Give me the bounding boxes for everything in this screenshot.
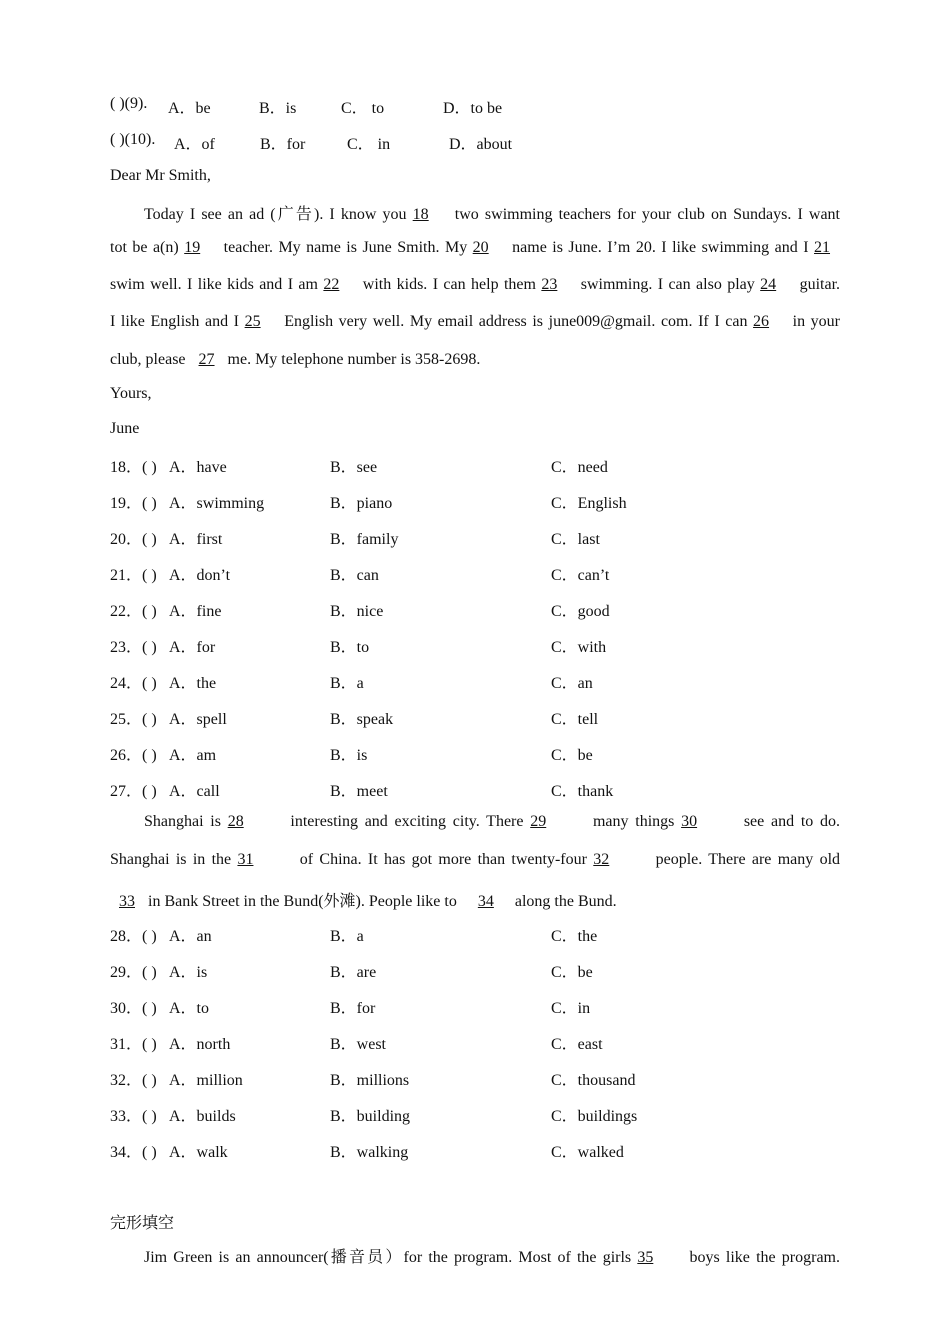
question-number: 19．( ) <box>110 495 157 512</box>
option-c[interactable]: C．be <box>551 747 593 764</box>
option-b[interactable]: B．speak <box>330 711 394 728</box>
question-9-option-d: D．to be <box>443 100 503 117</box>
option-b[interactable]: B．to <box>330 639 370 656</box>
question-number: 31．( ) <box>110 1036 157 1053</box>
option-b[interactable]: B．a <box>330 675 364 692</box>
letter-line-5 <box>110 351 480 369</box>
option-c[interactable]: C．tell <box>551 711 599 728</box>
passage2-line-2 <box>110 851 840 869</box>
option-a[interactable]: A．spell <box>169 711 227 728</box>
option-c[interactable]: C．in <box>551 1000 591 1017</box>
option-c[interactable]: C．the <box>551 928 598 945</box>
option-c[interactable]: C．thank <box>551 783 614 800</box>
text-segment: English very well. My email address is june009@gmail. com. If I can <box>278 313 754 330</box>
text-segment: in Bank Street in the Bund(外滩). People like to <box>144 893 461 910</box>
question-10-option-d: D．about <box>449 136 513 153</box>
blank-32[interactable]: 32 <box>593 851 610 868</box>
option-a[interactable]: A．for <box>169 639 216 656</box>
text-segment: boys like the program. <box>683 1249 840 1266</box>
option-a[interactable]: A．first <box>169 531 223 548</box>
option-a[interactable]: A．fine <box>169 603 222 620</box>
question-number: 24．( ) <box>110 675 157 692</box>
option-b[interactable]: B．millions <box>330 1072 410 1089</box>
text-segment: tot be a(n) <box>110 239 185 256</box>
text-segment: see and to do. <box>737 813 840 830</box>
blank-19[interactable]: 19 <box>184 239 201 256</box>
question-number: 32．( ) <box>110 1072 157 1089</box>
option-a[interactable]: A．call <box>169 783 220 800</box>
option-b[interactable]: B．building <box>330 1108 411 1125</box>
letter-closing: Yours, <box>110 385 152 402</box>
option-c[interactable]: C．with <box>551 639 607 656</box>
option-a[interactable]: A．am <box>169 747 217 764</box>
option-a[interactable]: A．to <box>169 1000 210 1017</box>
option-a[interactable]: A．don’t <box>169 567 231 584</box>
option-c[interactable]: C．English <box>551 495 627 512</box>
blank-31[interactable]: 31 <box>237 851 254 868</box>
text-segment: teacher. My name is June Smith. My <box>218 239 473 256</box>
option-b[interactable]: B．west <box>330 1036 387 1053</box>
option-b[interactable]: B．piano <box>330 495 393 512</box>
letter-salutation: Dear Mr Smith, <box>110 167 211 184</box>
option-b[interactable]: B．see <box>330 459 378 476</box>
blank-25[interactable]: 25 <box>244 313 261 330</box>
option-a[interactable]: A．is <box>169 964 208 981</box>
question-9-option-a: A．be <box>168 100 211 117</box>
question-number: 26．( ) <box>110 747 157 764</box>
option-b[interactable]: B．nice <box>330 603 384 620</box>
letter-line-3 <box>110 276 840 294</box>
text-segment: Shanghai is in the <box>110 851 238 868</box>
question-9-option-c: C． to <box>341 100 385 117</box>
passage2-line-3 <box>110 888 617 911</box>
letter-line-1 <box>144 201 840 224</box>
text-segment: me. My telephone number is 358-2698. <box>223 351 481 368</box>
question-number: 20．( ) <box>110 531 157 548</box>
question-number: 29．( ) <box>110 964 157 981</box>
text-segment: of China. It has got more than twenty-four <box>293 851 594 868</box>
option-c[interactable]: C．last <box>551 531 600 548</box>
question-9-prefix: ( )(9). <box>110 95 148 112</box>
option-b[interactable]: B．can <box>330 567 379 584</box>
option-a[interactable]: A．an <box>169 928 212 945</box>
blank-30[interactable]: 30 <box>681 813 698 830</box>
blank-35[interactable]: 35 <box>637 1249 654 1266</box>
option-a[interactable]: A．swimming <box>169 495 265 512</box>
option-a[interactable]: A．north <box>169 1036 231 1053</box>
option-b[interactable]: B．a <box>330 928 364 945</box>
option-c[interactable]: C．walked <box>551 1144 624 1161</box>
option-c[interactable]: C．east <box>551 1036 603 1053</box>
text-segment: guitar. <box>794 276 841 293</box>
option-c[interactable]: C．buildings <box>551 1108 638 1125</box>
blank-20[interactable]: 20 <box>472 239 489 256</box>
text-segment: along the Bund. <box>510 893 617 910</box>
blank-21[interactable]: 21 <box>814 239 831 256</box>
option-a[interactable]: A．builds <box>169 1108 236 1125</box>
option-a[interactable]: A．walk <box>169 1144 228 1161</box>
blank-33[interactable]: 33 <box>119 893 135 910</box>
question-number: 18．( ) <box>110 459 157 476</box>
blank-24[interactable]: 24 <box>760 276 777 293</box>
text-segment: swim well. I like kids and I am <box>110 276 324 293</box>
question-10-option-a: A．of <box>174 136 215 153</box>
question-10-prefix: ( )(10). <box>110 131 156 148</box>
text-segment: I like English and I <box>110 313 245 330</box>
option-a[interactable]: A．million <box>169 1072 243 1089</box>
blank-27[interactable]: 27 <box>198 351 215 368</box>
question-9-option-b: B．is <box>259 100 297 117</box>
letter-line-2 <box>110 239 840 257</box>
question-10-option-c: C． in <box>347 136 391 153</box>
letter-line-4 <box>110 313 840 331</box>
question-number: 21．( ) <box>110 567 157 584</box>
blank-23[interactable]: 23 <box>541 276 558 293</box>
question-number: 28．( ) <box>110 928 157 945</box>
text-segment: Shanghai is <box>144 813 228 830</box>
section3-line-1 <box>144 1244 840 1267</box>
blank-28[interactable]: 28 <box>227 813 244 830</box>
question-number: 33．( ) <box>110 1108 157 1125</box>
question-number: 27．( ) <box>110 783 157 800</box>
option-b[interactable]: B．is <box>330 747 368 764</box>
option-a[interactable]: A．the <box>169 675 217 692</box>
text-segment: club, please <box>110 351 190 368</box>
blank-34[interactable]: 34 <box>477 893 494 910</box>
section-heading: 完形填空 <box>110 1215 175 1232</box>
option-b[interactable]: B．walking <box>330 1144 409 1161</box>
option-c[interactable]: C．need <box>551 459 608 476</box>
text-segment: swimming. I can also play <box>575 276 761 293</box>
text-segment: interesting and exciting city. There <box>283 813 531 830</box>
option-c[interactable]: C．be <box>551 964 593 981</box>
option-c[interactable]: C．good <box>551 603 610 620</box>
text-segment: Jim Green is an announcer(播音员）for the program. Most of the girls <box>144 1249 638 1266</box>
option-b[interactable]: B．for <box>330 1000 376 1017</box>
option-a[interactable]: A．have <box>169 459 227 476</box>
option-c[interactable]: C．can’t <box>551 567 610 584</box>
letter-signature: June <box>110 420 140 437</box>
text-segment: many things <box>586 813 682 830</box>
option-b[interactable]: B．family <box>330 531 399 548</box>
text-segment: name is June. I’m 20. I like swimming and I <box>506 239 815 256</box>
option-c[interactable]: C．thousand <box>551 1072 636 1089</box>
blank-29[interactable]: 29 <box>530 813 547 830</box>
question-number: 25．( ) <box>110 711 157 728</box>
blank-22[interactable]: 22 <box>323 276 340 293</box>
question-number: 23．( ) <box>110 639 157 656</box>
option-b[interactable]: B．are <box>330 964 377 981</box>
question-10-option-b: B．for <box>260 136 306 153</box>
text-segment: with kids. I can help them <box>357 276 542 293</box>
question-number: 30．( ) <box>110 1000 157 1017</box>
question-number: 34．( ) <box>110 1144 157 1161</box>
text-segment: in your <box>787 313 841 330</box>
passage2-line-1 <box>144 813 840 831</box>
blank-18[interactable]: 18 <box>412 206 429 223</box>
question-number: 22．( ) <box>110 603 157 620</box>
text-segment: people. There are many old <box>649 851 841 868</box>
option-c[interactable]: C．an <box>551 675 593 692</box>
text-segment: two swimming teachers for your club on Sundays. I want <box>448 206 840 223</box>
text-segment: Today I see an ad (广告). I know you <box>144 206 413 223</box>
option-b[interactable]: B．meet <box>330 783 388 800</box>
blank-26[interactable]: 26 <box>753 313 770 330</box>
